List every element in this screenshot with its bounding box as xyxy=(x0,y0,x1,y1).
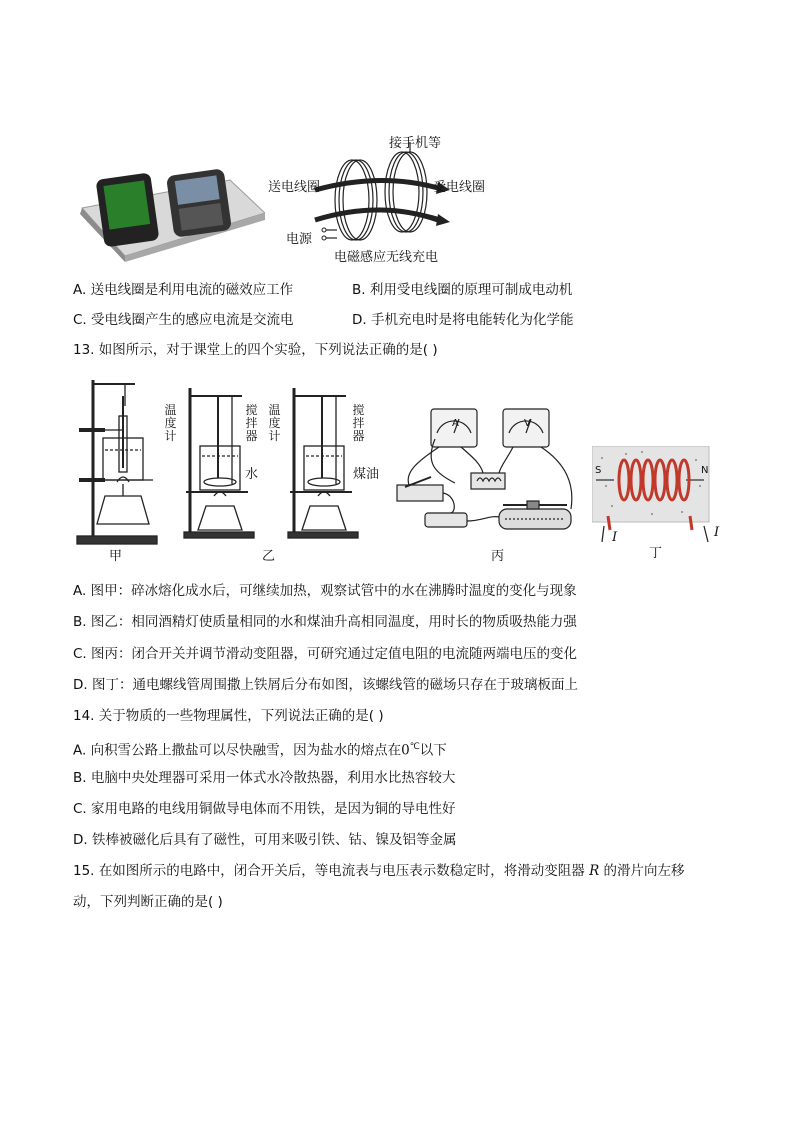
wireless-charger-photo xyxy=(70,158,265,263)
q15-stem-line1 xyxy=(73,862,685,880)
label-receive-coil: 受电线圈 xyxy=(433,180,486,195)
wireless-charging-diagram xyxy=(270,130,500,270)
q14-option-c: C. 家用电路的电线用铜做导电体而不用铁，是因为铜的导电性好 xyxy=(73,801,456,817)
q12-option-a: A. 送电线圈是利用电流的磁效应工作 xyxy=(73,282,294,298)
figure-label-ding: 丁 xyxy=(649,546,663,561)
q13-option-c: C. 图丙：闭合开关并调节滑动变阻器，可研究通过定值电阻的电流随两端电压的变化 xyxy=(73,646,578,662)
q12-option-b: B. 利用受电线圈的原理可制成电动机 xyxy=(352,282,573,298)
q13-option-a: A. 图甲：碎冰熔化成水后，可继续加热，观察试管中的水在沸腾时温度的变化与现象 xyxy=(73,583,577,599)
figure-label-yi: 乙 xyxy=(262,549,276,564)
q12-option-d: D. 手机充电时是将电能转化为化学能 xyxy=(352,312,574,328)
q14-option-b: B. 电脑中央处理器可采用一体式水冷散热器，利用水比热容较大 xyxy=(73,770,456,786)
label-send-coil: 送电线圈 xyxy=(268,180,321,195)
q12-option-c: C. 受电线圈产生的感应电流是交流电 xyxy=(73,312,294,328)
q14-option-a xyxy=(73,738,447,760)
label-power: 电源 xyxy=(286,232,313,247)
label-kerosene: 煤油 xyxy=(353,467,380,482)
ammeter-label: A xyxy=(452,418,459,429)
label-water: 水 xyxy=(245,467,259,482)
label-stirrer-left: 搅拌器 xyxy=(245,403,258,443)
pole-n-label: N xyxy=(701,465,709,476)
figure-jia-apparatus xyxy=(75,376,165,548)
q15-stem-text-end: 的滑片向左移 xyxy=(599,863,685,879)
q15-variable-r: R xyxy=(589,863,600,879)
figure-ding-solenoid xyxy=(592,446,720,546)
label-thermometer-right: 温度计 xyxy=(268,403,281,443)
q14-option-a-text: A. 向积雪公路上撒盐可以尽快融雪，因为盐水的熔点在 xyxy=(73,742,402,759)
figure-label-jia: 甲 xyxy=(109,549,123,564)
figure-bing-circuit xyxy=(395,403,585,543)
q13-option-b: B. 图乙：相同酒精灯使质量相同的水和煤油升高相同温度，用时长的物质吸热能力强 xyxy=(73,614,577,630)
q14-option-d: D. 铁棒被磁化后具有了磁性，可用来吸引铁、钴、镍及铝等金属 xyxy=(73,832,457,848)
q14-option-a-value: 0 xyxy=(401,742,410,759)
label-thermometer-left: 温度计 xyxy=(164,403,177,443)
current-label-left: I xyxy=(612,530,618,545)
q15-stem-line2: 动，下列判断正确的是( ) xyxy=(73,894,223,910)
q14-stem: 14. 关于物质的一些物理属性，下列说法正确的是( ) xyxy=(73,708,384,724)
pole-s-label: S xyxy=(595,465,602,476)
label-stirrer-right: 搅拌器 xyxy=(352,403,365,443)
q13-option-d: D. 图丁：通电螺线管周围撒上铁屑后分布如图，该螺线管的磁场只存在于玻璃板面上 xyxy=(73,677,578,693)
voltmeter-label: V xyxy=(524,418,531,429)
q15-stem-text: 15. 在如图所示的电路中，闭合开关后，等电流表与电压表示数稳定时，将滑动变阻器 xyxy=(73,863,590,879)
q14-option-a-post: 以下 xyxy=(419,742,447,759)
figure-label-bing: 丙 xyxy=(491,549,505,564)
q14-option-a-unit: ℃ xyxy=(409,742,420,752)
figure-caption: 电磁感应无线充电 xyxy=(334,250,439,265)
current-label-right: I xyxy=(714,525,720,540)
q13-stem: 13. 如图所示，对于课堂上的四个实验，下列说法正确的是( ) xyxy=(73,342,438,358)
label-receive-phone: 接手机等 xyxy=(389,136,442,151)
